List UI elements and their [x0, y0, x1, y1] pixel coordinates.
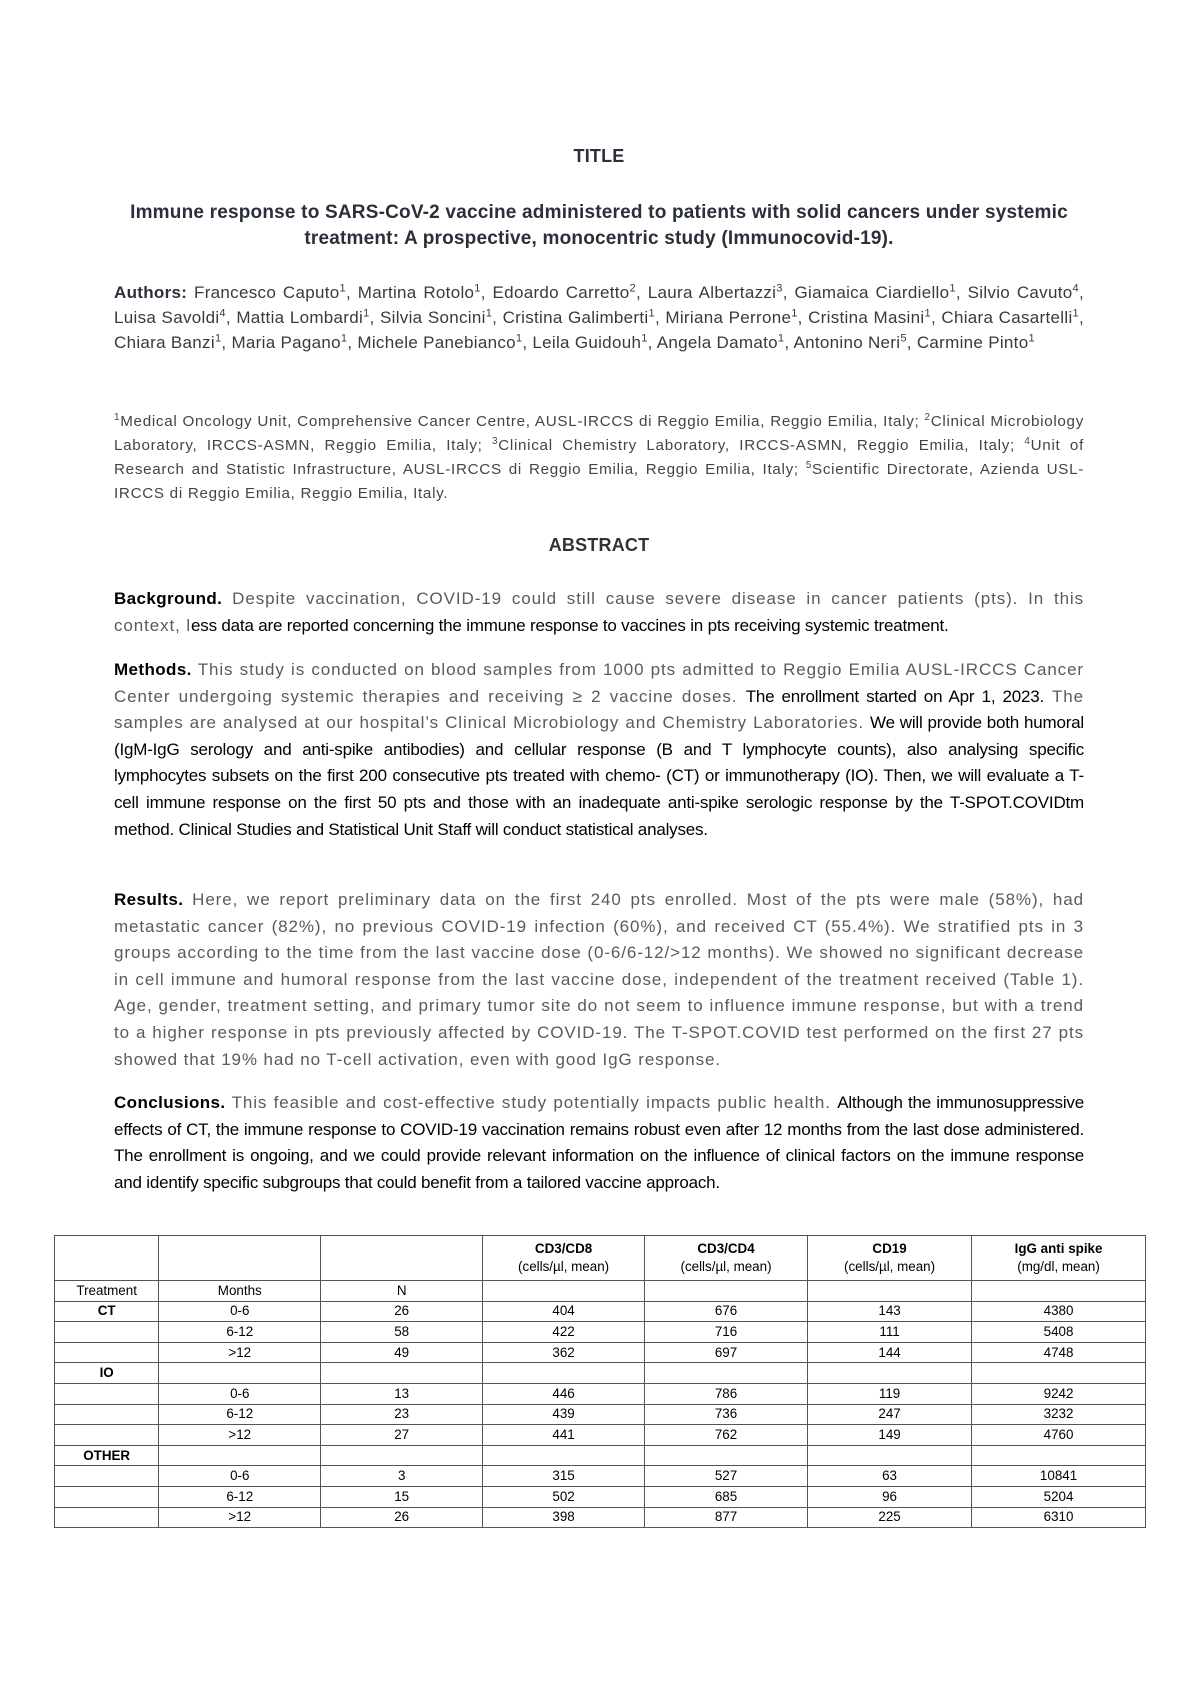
table-cell-treatment: [55, 1342, 159, 1363]
affiliation-text: Scientific Directorate, Azienda USL-IRCCS di Reggio Emilia, Reggio Emilia, Italy.: [114, 461, 1084, 502]
background-label: Background.: [114, 589, 223, 608]
table-subheader-cell: [645, 1281, 808, 1302]
table-cell-igg: 6310: [972, 1507, 1146, 1528]
author-affiliation-number: 2: [629, 282, 636, 295]
methods-text-2: The enrollment started on Apr 1, 2023.: [745, 686, 1045, 706]
table-cell-igg: 5204: [972, 1486, 1146, 1507]
author-affiliation-number: 1: [340, 332, 348, 345]
table-cell-months: [159, 1363, 321, 1384]
table-cell-cd3cd4: 786: [645, 1383, 808, 1404]
table-cell-cd19: 143: [808, 1301, 972, 1322]
table-cell-cd3cd8: [483, 1445, 645, 1466]
table-cell-cd3cd8: 362: [483, 1342, 645, 1363]
author-affiliation-number: 1: [949, 282, 956, 295]
table-cell-n: 13: [321, 1383, 483, 1404]
background-text-dark: ess data are reported concerning the immune response to vaccines in pts receiving systemic treatment.: [191, 615, 949, 635]
table-cell-cd3cd4: 527: [645, 1466, 808, 1487]
table-cell-cd19: 225: [808, 1507, 972, 1528]
table-cell-n: 58: [321, 1322, 483, 1343]
author-name: Antonino Neri: [793, 333, 901, 352]
table-cell-months: 6-12: [159, 1404, 321, 1425]
affiliation-text: Clinical Chemistry Laboratory, IRCCS-ASMN, Reggio Emilia, Italy;: [498, 437, 1025, 454]
table-row: [55, 1486, 1146, 1507]
table-cell-igg: [972, 1445, 1146, 1466]
table-cell-cd3cd4: 716: [645, 1322, 808, 1343]
table-cell-cd3cd4: 877: [645, 1507, 808, 1528]
author-list: [114, 280, 1084, 355]
table-cell-cd19: 63: [808, 1466, 972, 1487]
author-name: Laura Albertazzi: [647, 283, 777, 302]
author-name: Miriana Perrone: [665, 308, 792, 327]
table-cell-n: 26: [321, 1301, 483, 1322]
abstract-background: [114, 586, 1084, 639]
author-name: Cristina Masini: [808, 308, 925, 327]
table-cell-months: >12: [159, 1342, 321, 1363]
table-header-cell: [483, 1236, 645, 1281]
table-cell-n: 49: [321, 1342, 483, 1363]
table-row: [55, 1342, 1146, 1363]
table-cell-treatment: OTHER: [55, 1445, 159, 1466]
table-cell-treatment: [55, 1507, 159, 1528]
table-cell-cd19: [808, 1445, 972, 1466]
affiliation-number: 2: [924, 411, 931, 423]
table-cell-cd3cd8: 446: [483, 1383, 645, 1404]
table-cell-treatment: [55, 1322, 159, 1343]
table-cell-cd3cd8: 439: [483, 1404, 645, 1425]
author-name: Luisa Savoldi: [114, 308, 220, 327]
table-cell-n: 27: [321, 1425, 483, 1446]
table-cell-months: 0-6: [159, 1301, 321, 1322]
author-name: Francesco Caputo: [194, 283, 340, 302]
conclusions-text-gray: This feasible and cost-effective study potentially impacts public health.: [225, 1093, 838, 1112]
table-cell-cd19: [808, 1363, 972, 1384]
table-cell-months: >12: [159, 1425, 321, 1446]
affiliation-number: 1: [114, 411, 121, 423]
table-cell-months: 6-12: [159, 1322, 321, 1343]
column-title: CD19: [872, 1241, 907, 1256]
methods-text-4: We will provide both humoral (IgM-IgG serology and anti-spike antibodies) and cellular response (B and T lymphocyte counts), also analysing specific lymphocytes subsets on the first 200 consecutive pts treated with chemo- (CT) or immunotherapy (IO). Then, we will evaluate a T-cell immune response on the first 50 pts and those with an inadequate anti-spike serologic response by the T-SPOT.COVIDtm method. Clinical Studies and Statistical Unit Staff will conduct statistical analyses.: [114, 713, 1084, 839]
abstract-heading: ABSTRACT: [548, 535, 650, 555]
author-affiliation-number: 1: [339, 282, 346, 295]
column-unit: (mg/dl, mean): [1017, 1259, 1100, 1274]
methods-text-1: This study is conducted on blood samples from 1000 pts admitted to Reggio Emilia AUSL-IRCCS Cancer Center undergoing systemic therapies and receiving ≥ 2 vaccine doses.: [114, 660, 1084, 706]
table-cell-n: 23: [321, 1404, 483, 1425]
table-cell-treatment: [55, 1425, 159, 1446]
abstract-methods: [114, 657, 1084, 843]
table-cell-n: 3: [321, 1466, 483, 1487]
table-subheader-cell: N: [321, 1281, 483, 1302]
table-cell-n: 26: [321, 1507, 483, 1528]
table-cell-treatment: [55, 1383, 159, 1404]
table-cell-months: 0-6: [159, 1466, 321, 1487]
conclusions-text-dark: Although the immunosuppressive effects of CT, the immune response to COVID-19 vaccination remains robust even after 12 months from the last dose administered. The enrollment is ongoing, and we could provide relevant information on the influence of clinical factors on the immune response and identify specific subgroups that could benefit from a tailored vaccine approach.: [114, 1093, 1084, 1192]
author-name: Angela Damato: [656, 333, 778, 352]
table-row: [55, 1383, 1146, 1404]
table-subheader-cell: Months: [159, 1281, 321, 1302]
table-header-row: [55, 1236, 1146, 1281]
affiliation-text: Clinical Microbiology Laboratory, IRCCS-ASMN, Reggio Emilia, Italy;: [114, 413, 1085, 454]
table-cell-igg: 4760: [972, 1425, 1146, 1446]
author-affiliation-number: 1: [641, 332, 648, 345]
table-cell-cd3cd4: [645, 1445, 808, 1466]
table-cell-cd19: 111: [808, 1322, 972, 1343]
table-cell-igg: 4380: [972, 1301, 1146, 1322]
table-cell-igg: 4748: [972, 1342, 1146, 1363]
author-affiliation-number: 1: [791, 307, 798, 320]
column-title: CD3/CD4: [697, 1241, 755, 1256]
table-cell-cd3cd4: 685: [645, 1486, 808, 1507]
author-affiliation-number: 4: [1072, 282, 1079, 295]
methods-label: Methods.: [114, 660, 192, 679]
author-affiliation-number: 1: [214, 332, 222, 345]
column-unit: (cells/µl, mean): [518, 1259, 610, 1274]
author-name: Edoardo Carretto: [492, 283, 630, 302]
column-title: IgG anti spike: [1014, 1241, 1103, 1256]
table-row: [55, 1507, 1146, 1528]
table-header-cell: [645, 1236, 808, 1281]
table-row: [55, 1363, 1146, 1384]
author-name: Chiara Casartelli: [941, 308, 1073, 327]
table-subheader-cell: [483, 1281, 645, 1302]
table-cell-n: [321, 1363, 483, 1384]
table-cell-cd3cd8: [483, 1363, 645, 1384]
table-header-cell: [808, 1236, 972, 1281]
table-cell-cd3cd4: 736: [645, 1404, 808, 1425]
table-header-cell: [55, 1236, 159, 1281]
author-affiliation-number: 5: [900, 332, 907, 345]
table-header-cell: [159, 1236, 321, 1281]
table-row: [55, 1322, 1146, 1343]
paper-title: Immune response to SARS-CoV-2 vaccine administered to patients with solid cancers under systemic treatment: A prospective, monocentric study (Immunocovid-19).: [130, 202, 1068, 249]
author-affiliation-number: 3: [776, 282, 783, 295]
table-cell-igg: 5408: [972, 1322, 1146, 1343]
author-affiliation-number: 1: [515, 332, 523, 345]
table-cell-igg: 9242: [972, 1383, 1146, 1404]
table-cell-treatment: [55, 1486, 159, 1507]
table-cell-cd3cd4: [645, 1363, 808, 1384]
column-title: CD3/CD8: [534, 1241, 593, 1256]
abstract-results: [114, 887, 1084, 1073]
author-affiliation-number: 1: [1072, 307, 1079, 320]
table-subheader-row: [55, 1281, 1146, 1302]
author-name: Silvia Soncini: [379, 308, 486, 327]
table-cell-treatment: IO: [55, 1363, 159, 1384]
author-name: Carmine Pinto: [916, 333, 1029, 352]
table-cell-igg: 10841: [972, 1466, 1146, 1487]
table-cell-months: [159, 1445, 321, 1466]
author-affiliation-number: 4: [219, 307, 226, 320]
table-cell-n: [321, 1445, 483, 1466]
table-row: [55, 1425, 1146, 1446]
table-cell-n: 15: [321, 1486, 483, 1507]
author-affiliation-number: 1: [1028, 332, 1035, 345]
table-cell-cd3cd8: 315: [483, 1466, 645, 1487]
table-cell-treatment: [55, 1466, 159, 1487]
table-cell-cd19: 119: [808, 1383, 972, 1404]
table-cell-cd19: 247: [808, 1404, 972, 1425]
table-cell-cd3cd8: 398: [483, 1507, 645, 1528]
authors-label: Authors:: [114, 283, 188, 302]
author-name: Giamaica Ciardiello: [794, 283, 950, 302]
author-name: Michele Panebianco: [357, 333, 516, 352]
table-row: [55, 1445, 1146, 1466]
author-affiliation-number: 1: [485, 307, 493, 320]
table-cell-months: 6-12: [159, 1486, 321, 1507]
table-subheader-cell: [808, 1281, 972, 1302]
author-name: Maria Pagano: [231, 333, 341, 352]
column-unit: (cells/µl, mean): [844, 1259, 936, 1274]
author-affiliation-number: 1: [924, 307, 931, 320]
methods-text-3: The samples are analysed at our hospital’s Clinical Microbiology and Chemistry Laboratories.: [114, 686, 1084, 733]
table-cell-igg: [972, 1363, 1146, 1384]
affiliation-number: 5: [805, 459, 813, 471]
results-text: Here, we report preliminary data on the first 240 pts enrolled. Most of the pts were male (58%), had metastatic cancer (82%), no previous COVID-19 infection (60%), and received CT (55.4%). We stratified pts in 3 groups according to the time from the last vaccine dose (0-6/6-12/>12 months). We showed no significant decrease in cell immune and humoral response from the last vaccine dose, independent of the treatment received (Table 1). Age, gender, treatment setting, and primary tumor site do not seem to influence immune response, but with a trend to a higher response in pts previously affected by COVID-19. The T-SPOT.COVID test performed on the first 27 pts showed that 19% had no T-cell activation, even with good IgG response.: [114, 890, 1084, 1069]
table-header-cell: [321, 1236, 483, 1281]
table-row: [55, 1301, 1146, 1322]
affiliation-number: 4: [1024, 435, 1031, 447]
table-cell-months: >12: [159, 1507, 321, 1528]
author-affiliation-number: 1: [648, 307, 655, 320]
author-name: Mattia Lombardi: [236, 308, 364, 327]
results-label: Results.: [114, 890, 184, 909]
background-text-gray: Despite vaccination, COVID-19 could still cause severe disease in cancer patients (pts). In this context, l: [114, 589, 1084, 635]
authors-names: Francesco Caputo$^1$, Martina Rotolo$^1$, Edoardo Carretto$^2$, Laura Albertazzi$^3$, Giamaica Ciardiello$^1$, Silvio Cavuto$^4$, Luisa Savoldi$^4$, Mattia Lombardi$^1$, Silvia Soncini$^1$, Cristina Galimberti$^1$, Miriana Perrone$^1$, Cristina Masini$^1$, Chiara Casartelli$^1$, Chiara Banzi$^1$, Maria Pagano$^1$, Michele Panebianco$^1$, Leila Guidouh$^1$, Angela Damato$^1$, Antonino Neri$^5$, Carmine Pinto$^1$: [114, 282, 1085, 352]
table-row: [55, 1404, 1146, 1425]
author-name: Silvio Cavuto: [967, 283, 1073, 302]
table-cell-months: 0-6: [159, 1383, 321, 1404]
author-affiliation-number: 1: [363, 307, 370, 320]
table-cell-cd3cd8: 441: [483, 1425, 645, 1446]
conclusions-label: Conclusions.: [114, 1093, 226, 1112]
table-subheader-cell: [972, 1281, 1146, 1302]
abstract-conclusions: [114, 1090, 1084, 1196]
author-affiliation-number: 1: [777, 332, 785, 345]
table-cell-treatment: [55, 1404, 159, 1425]
table-cell-cd3cd4: 676: [645, 1301, 808, 1322]
author-name: Chiara Banzi: [114, 333, 215, 352]
table-cell-cd3cd8: 502: [483, 1486, 645, 1507]
table-cell-cd3cd4: 762: [645, 1425, 808, 1446]
author-name: Martina Rotolo: [357, 283, 475, 302]
affiliations: [114, 410, 1084, 506]
table-cell-cd3cd8: 422: [483, 1322, 645, 1343]
table-header-cell: [972, 1236, 1146, 1281]
table-cell-cd19: 96: [808, 1486, 972, 1507]
affiliation-text: Medical Oncology Unit, Comprehensive Cancer Centre, AUSL-IRCCS di Reggio Emilia, Reggio Emilia, Italy;: [120, 413, 925, 430]
author-affiliation-number: 1: [474, 282, 481, 295]
table-cell-cd3cd8: 404: [483, 1301, 645, 1322]
table-row: [55, 1466, 1146, 1487]
table-subheader-cell: Treatment: [55, 1281, 159, 1302]
affiliation-text: Unit of Research and Statistic Infrastructure, AUSL-IRCCS di Reggio Emilia, Reggio Emilia, Italy;: [114, 437, 1084, 478]
author-name: Cristina Galimberti: [502, 308, 649, 327]
results-table: [54, 1235, 1146, 1528]
table-cell-igg: 3232: [972, 1404, 1146, 1425]
table-cell-cd19: 144: [808, 1342, 972, 1363]
table-cell-cd19: 149: [808, 1425, 972, 1446]
affiliation-number: 3: [492, 435, 499, 447]
column-unit: (cells/µl, mean): [680, 1259, 772, 1274]
table-cell-treatment: CT: [55, 1301, 159, 1322]
author-name: Leila Guidouh: [532, 333, 642, 352]
table-cell-cd3cd4: 697: [645, 1342, 808, 1363]
title-label: TITLE: [573, 146, 625, 166]
